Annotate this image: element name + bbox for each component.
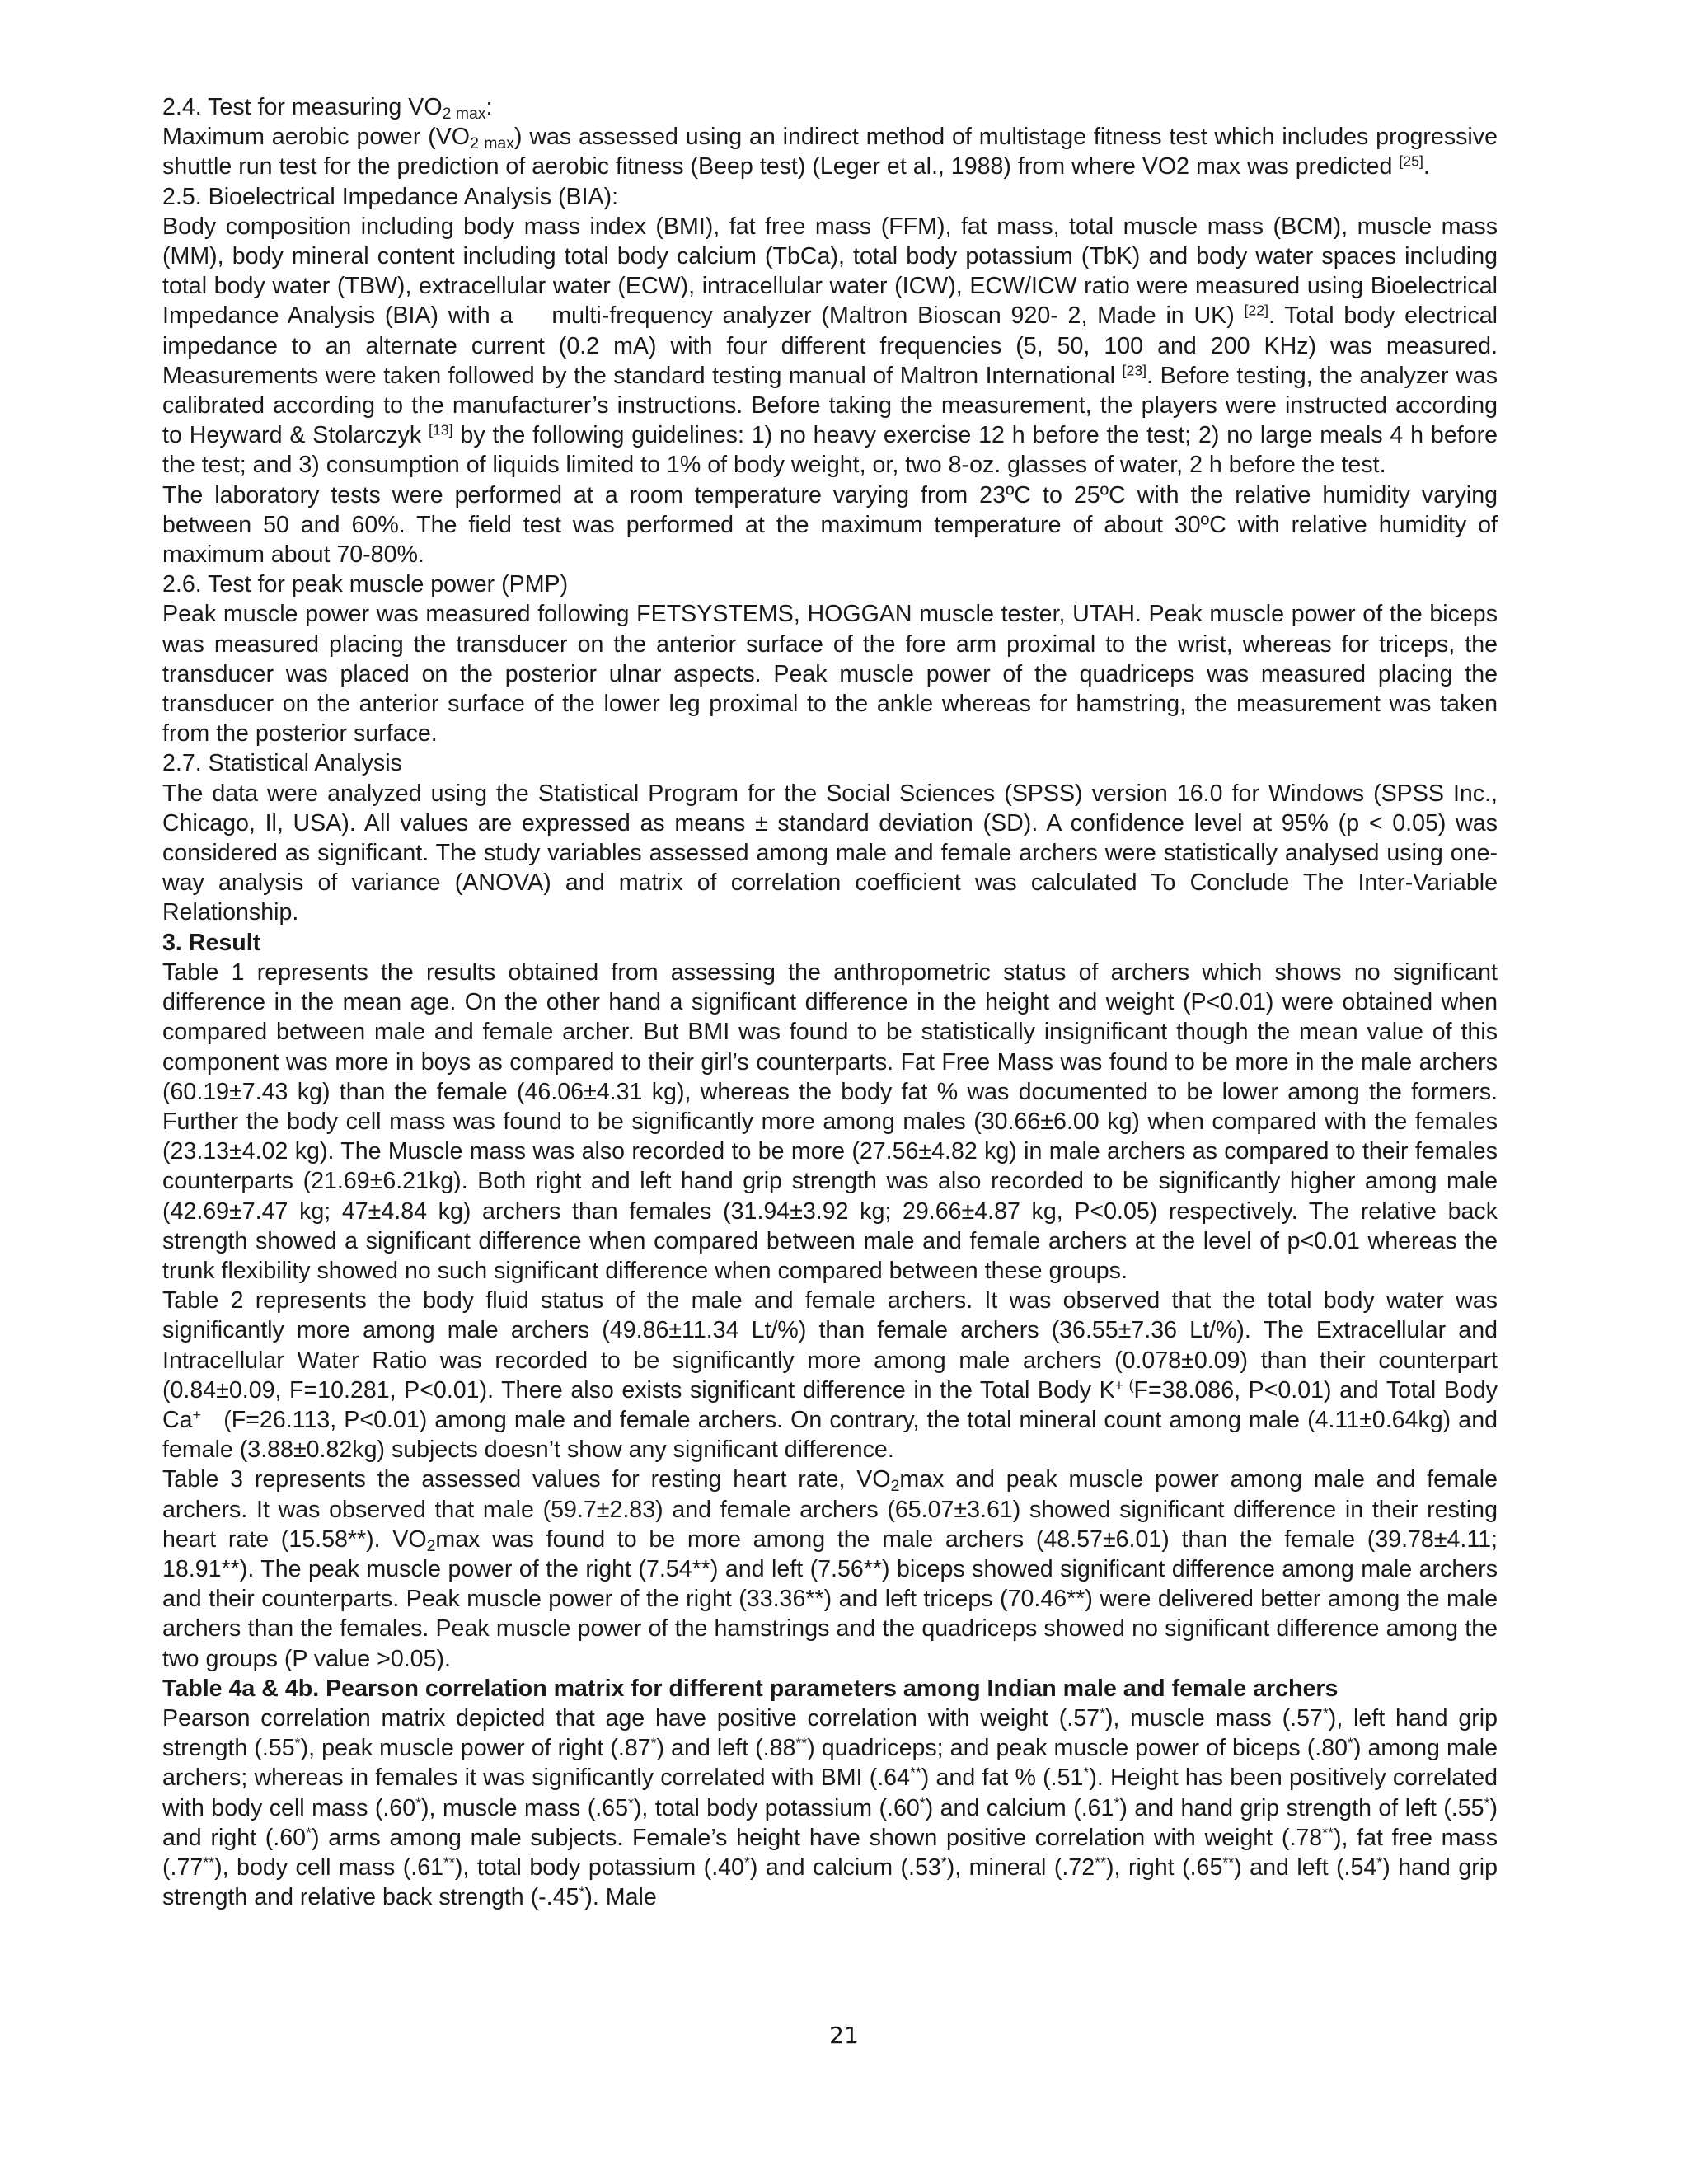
paragraph-bia-method: Body composition including body mass index (BMI), fat free mass (FFM), fat mass, total muscle mass (BCM), muscle mass (MM), body mineral content including total body calcium (TbCa), total body potassium (TbK) and body water spaces including total body water (TBW), extracellular water (ECW), intracellular water (ICW), ECW/ICW ratio were measured using Bioelectrical Impedance Analysis (BIA) with a multi-frequency analyzer (Maltron Bioscan 920- 2, Made in UK) [22]. Total body electrical impedance to an alternate current (0.2 mA) with four different frequencies (5, 50, 100 and 200 KHz) was measured. Measurements were taken followed by the standard testing manual of Maltron International [23]. Before testing, the analyzer was calibrated according to the manufacturer’s instructions. Before taking the measurement, the players were instructed according to Heyward & Stolarczyk [13] by the following guidelines: 1) no heavy exercise 12 h before the test; 2) no large meals 4 h before the test; and 3) consumption of liquids limited to 1% of body weight, or, two 8-oz. glasses of water, 2 h before the test. <box>162 213 1498 479</box>
paragraph-test-conditions: The laboratory tests were performed at a room temperature varying from 23ºC to 25ºC with the relative humidity varying between 50 and 60%. The field test was performed at the maximum temperature of about 30ºC with relative humidity of maximum about 70-80%. <box>162 481 1498 569</box>
paragraph-vo2max-method: Maximum aerobic power $(VO_{2 max})$ was assessed using an indirect method of multistage fitness test which includes progressive shuttle run test for the prediction of aerobic fitness (Beep test) (Leger et al., 1988) from where VO2 max was predicted [25]. <box>162 124 1498 180</box>
section-heading-2-7: 2.7. Statistical Analysis <box>162 750 402 777</box>
section-heading-2-6: 2.6. Test for peak muscle power (PMP) <box>162 571 569 598</box>
table4-heading: Table 4a & 4b. Pearson correlation matrix for different parameters among Indian male and female archers <box>162 1675 1339 1702</box>
paragraph-pmp-method: Peak muscle power was measured following FETSYSTEMS, HOGGAN muscle tester, UTAH. Peak muscle power of the biceps was measured placing the transducer on the anterior surface of the fore arm proximal to the wrist, whereas for triceps, the transducer was placed on the posterior ulnar aspects. Peak muscle power of the quadriceps was measured placing the transducer on the anterior surface of the lower leg proximal to the ankle whereas for hamstring, the measurement was taken from the posterior surface. <box>162 601 1498 748</box>
paragraph-table1-results: Table 1 represents the results obtained from assessing the anthropometric status of archers which shows no significant difference in the mean age. On the other hand a significant difference in the height and weight (P<0.01) were obtained when compared between male and female archer. But BMI was found to be statistically insignificant though the mean value of this component was more in boys as compared to their girl’s counterparts. Fat Free Mass was found to be more in the male archers (60.19±7.43 kg) than the female (46.06±4.31 kg), whereas the body fat % was documented to be lower among the formers. Further the body cell mass was found to be significantly more among males (30.66±6.00 kg) when compared with the females (23.13±4.02 kg). The Muscle mass was also recorded to be more (27.56±4.82 kg) in male archers as compared to their females counterparts (21.69±6.21kg). Both right and left hand grip strength was also recorded to be significantly higher among male (42.69±7.47 kg; 47±4.84 kg) archers than females (31.94±3.92 kg; 29.66±4.87 kg, P<0.05) respectively. The relative back strength showed a significant difference when compared between male and female archers at the level of p<0.01 whereas the trunk flexibility showed no such significant difference when compared between these groups. <box>162 958 1498 1284</box>
body-text <box>162 92 1498 1912</box>
paragraph-statistics: The data were analyzed using the Statistical Program for the Social Sciences (SPSS) version 16.0 for Windows (SPSS Inc., Chicago, Il, USA). All values are expressed as means ± standard deviation (SD). A confidence level at 95% (p < 0.05) was considered as significant. The study variables assessed among male and female archers were statistically analysed using one-way analysis of variance (ANOVA) and matrix of correlation coefficient was calculated To Conclude The Inter-Variable Relationship. <box>162 780 1498 926</box>
citation: [25] <box>1399 152 1423 170</box>
section-heading-2-4: 2.4. Test for measuring $VO_{2 max}$: <box>162 94 493 123</box>
paragraph-table3-results: Table 3 represents the assessed values for resting heart rate, $VO_2\max$ and peak muscle power among male and female archers. It was observed that male (59.7±2.83) and female archers (65.07±3.61) showed significant difference in their resting heart rate (15.58**). $VO_2\max$ was found to be more among the male archers (48.57±6.01) than the female (39.78±4.11; 18.91**). The peak muscle power of the right (7.54**) and left (7.56**) biceps showed significant difference among male archers and their counterparts. Peak muscle power of the right (33.36**) and left triceps (70.46**) were delivered better among the male archers than the females. Peak muscle power of the hamstrings and the quadriceps showed no significant difference among the two groups (P value >0.05). <box>162 1466 1498 1672</box>
paragraph-correlation-results: Pearson correlation matrix depicted that age have positive correlation with weight (.57*), muscle mass (.57*), left hand grip strength (.55*), peak muscle power of right (.87*) and left (.88**) quadriceps; and peak muscle power of biceps (.80*) among male archers; whereas in females it was significantly correlated with BMI (.64**) and fat % (.51*). Height has been positively correlated with body cell mass (.60*), muscle mass (.65*), total body potassium (.60*) and calcium (.61*) and hand grip strength of left (.55*) and right (.60*) arms among male subjects. Female’s height have shown positive correlation with weight (.78**), fat free mass (.77**), body cell mass (.61**), total body potassium (.40*) and calcium (.53*), mineral (.72**), right (.65**) and left (.54*) hand grip strength and relative back strength (-.45*). Male <box>162 1704 1498 1911</box>
section-heading-3: 3. Result <box>162 929 261 956</box>
citation: [13] <box>429 421 453 438</box>
section-heading-2-5: 2.5. Bioelectrical Impedance Analysis (BIA): <box>162 183 619 210</box>
citation: [23] <box>1122 362 1147 379</box>
paragraph-table2-results: Table 2 represents the body fluid status of the male and female archers. It was observed that the total body water was significantly more among male archers (49.86±11.34 Lt/%) than female archers (36.55±7.36 Lt/%). The Extracellular and Intracellular Water Ratio was recorded to be significantly more among male archers (0.078±0.09) than their counterpart (0.84±0.09, F=10.281, P<0.01). There also exists significant difference in the Total Body K+ (F=38.086, P<0.01) and Total Body Ca+ (F=26.113, P<0.01) among male and female archers. On contrary, the total mineral count among male (4.11±0.64kg) and female (3.88±0.82kg) subjects doesn’t show any significant difference. <box>162 1287 1498 1464</box>
page-number: 21 <box>829 2022 859 2049</box>
citation: [22] <box>1244 302 1269 319</box>
